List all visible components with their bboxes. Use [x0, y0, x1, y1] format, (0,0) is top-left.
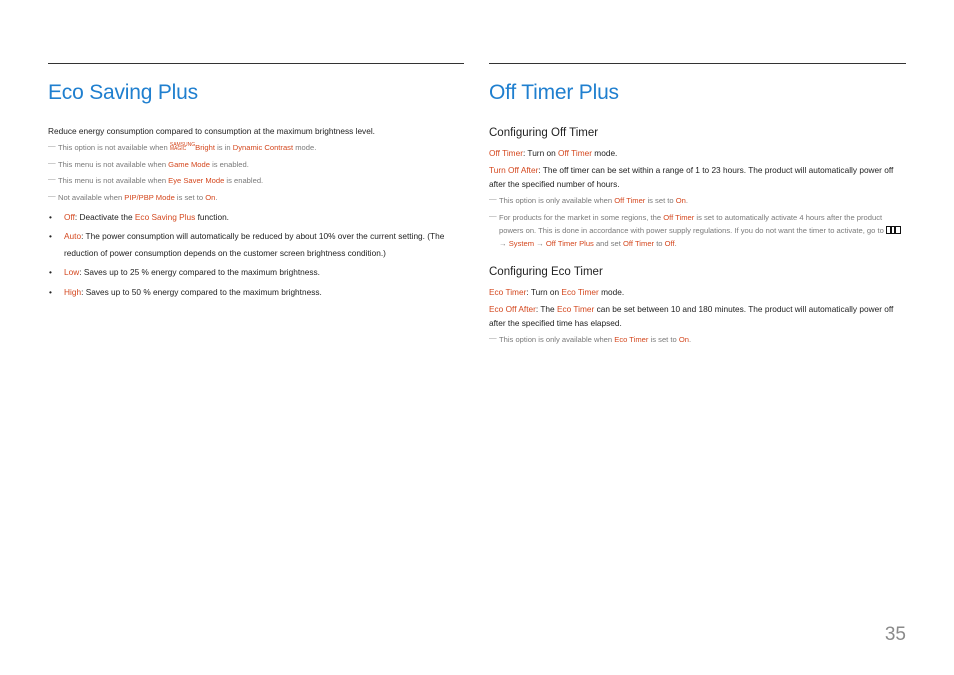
turn-off-after-line: Turn Off After: The off timer can be set within a range of 1 to 23 hours. The product will automatically power off after the specified number of hours. [489, 165, 894, 189]
option-list [48, 209, 464, 301]
section-rule [489, 63, 906, 64]
note-dynamic-contrast: ― This option is not available when SAMSUNG MAGIC Bright is in Dynamic Contrast mode. [48, 141, 317, 152]
note-off-timer-regions: ― For products for the market in some regions, the Off Timer is set to automatically activate 4 hours after the product powers on. This is done in accordance with power supply regulations. If you do not want the timer to activate, go to → System → Off Timer Plus and set Off Timer to Off. [489, 211, 906, 250]
samsung-magic-logo: SAMSUNG MAGIC [169, 141, 196, 152]
list-item-auto: • Auto: The power consumption will automatically be reduced by about 10% over the current setting. (The reduction of power consumption depends on the customer screen brightness condition.) [49, 230, 445, 258]
off-timer-plus-section [489, 63, 906, 346]
eco-saving-plus-section [48, 63, 464, 301]
off-timer-heading: Configuring Off Timer [489, 127, 599, 139]
note-eco-timer-on: ― This option is only available when Eco Timer is set to On. [489, 333, 692, 344]
list-item-off: • Off: Deactivate the Eco Saving Plus function. [49, 211, 229, 222]
eco-timer-heading: Configuring Eco Timer [489, 266, 603, 278]
section-title: Eco Saving Plus [48, 81, 198, 104]
intro-text: Reduce energy consumption compared to consumption at the maximum brightness level. [48, 126, 375, 136]
eco-timer-line: Eco Timer: Turn on Eco Timer mode. [489, 287, 625, 297]
note-eye-saver-mode: ― This menu is not available when Eye Saver Mode is enabled. [48, 174, 264, 185]
off-timer-line: Off Timer: Turn on Off Timer mode. [489, 148, 618, 158]
note-game-mode: ― This menu is not available when Game Mode is enabled. [48, 157, 249, 169]
list-item-high: • High: Saves up to 50 % energy compared to the maximum brightness. [49, 286, 322, 297]
eco-off-after-line: Eco Off After: The Eco Timer can be set between 10 and 180 minutes. The product will automatically power off after the specified time has elapsed. [489, 304, 894, 328]
note-off-timer-on: ― This option is only available when Off Timer is set to On. [489, 194, 688, 205]
menu-icon [886, 226, 901, 234]
section-title: Off Timer Plus [489, 81, 619, 104]
list-item-low: • Low: Saves up to 25 % energy compared to the maximum brightness. [49, 266, 320, 277]
section-rule [48, 63, 464, 64]
note-pip-pbp-mode: ― Not available when PIP/PBP Mode is set to On. [48, 190, 218, 202]
page-number: 35 [884, 624, 906, 645]
